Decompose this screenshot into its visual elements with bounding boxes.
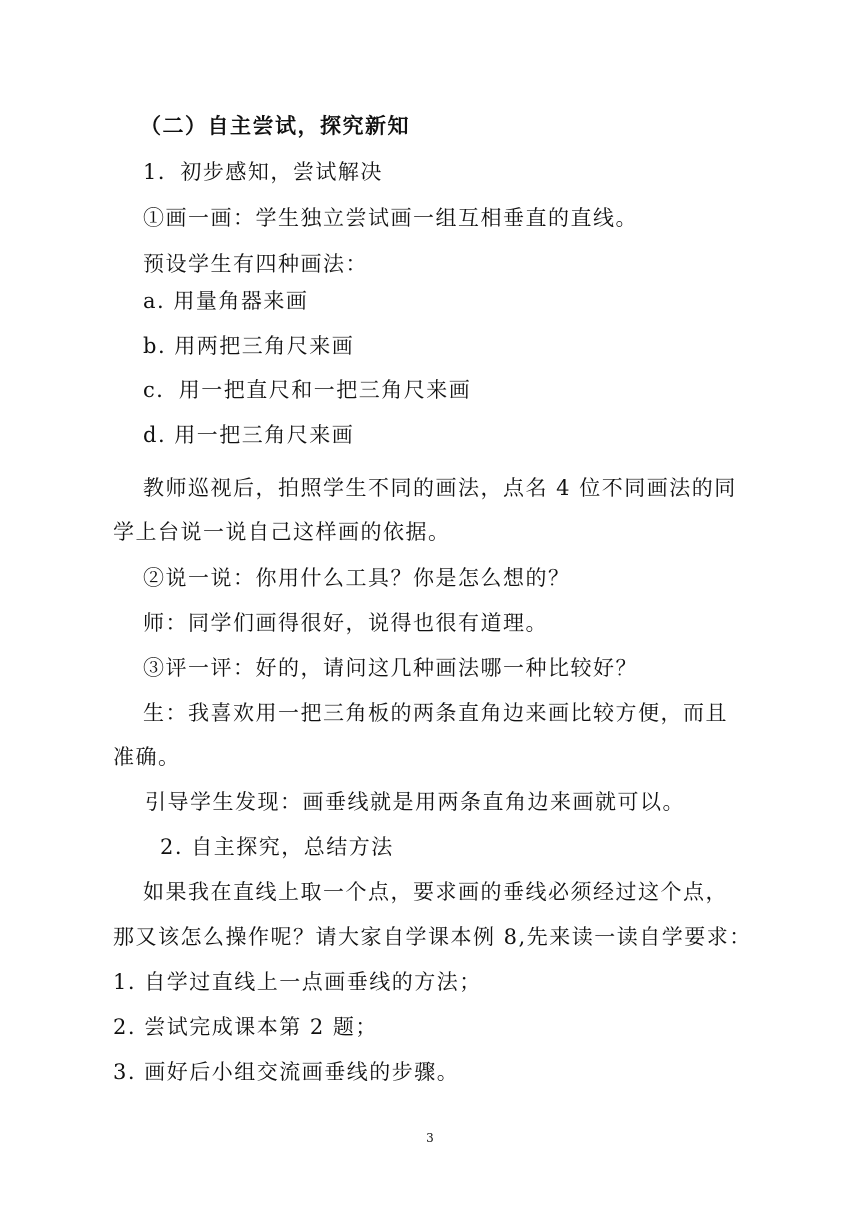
methods-intro: 预设学生有四种画法：: [143, 252, 368, 276]
method-item-a: a. 用量角器来画: [143, 289, 309, 313]
step-evaluate: ③评一评：好的，请问这几种画法哪一种比较好？: [143, 656, 638, 680]
student-reply-line-2: 准确。: [113, 745, 181, 769]
subheading-initial-perception: 1．初步感知，尝试解决: [143, 160, 383, 184]
step-draw: ①画一画：学生独立尝试画一组互相垂直的直线。: [143, 206, 638, 230]
method-item-c: c．用一把直尺和一把三角尺来画: [143, 378, 472, 402]
method-item-d: d. 用一把三角尺来画: [143, 423, 355, 447]
method-item-b: b. 用两把三角尺来画: [143, 334, 355, 358]
requirement-item-1: 1. 自学过直线上一点画垂线的方法；: [113, 970, 482, 994]
requirement-item-3: 3. 画好后小组交流画垂线的步骤。: [113, 1060, 460, 1084]
paragraph-teacher-line-1: 教师巡视后，拍照学生不同的画法，点名 4 位不同画法的同: [143, 476, 737, 500]
question-line-1: 如果我在直线上取一个点，要求画的垂线必须经过这个点，: [143, 880, 728, 904]
requirement-item-2: 2. 尝试完成课本第 2 题；: [113, 1015, 378, 1039]
question-line-2: 那又该怎么操作呢？请大家自学课本例 8,先来读一读自学要求：: [113, 925, 752, 949]
student-reply-line-1: 生：我喜欢用一把三角板的两条直角边来画比较方便，而且: [143, 701, 728, 725]
section-heading: （二）自主尝试，探究新知: [140, 113, 410, 138]
guide-sentence: 引导学生发现：画垂线就是用两条直角边来画就可以。: [145, 790, 685, 814]
subheading-self-exploration: 2. 自主探究，总结方法: [160, 835, 394, 859]
page-number: 3: [426, 1131, 434, 1145]
step-say: ②说一说：你用什么工具？你是怎么想的？: [143, 566, 571, 590]
teacher-reply: 师：同学们画得很好，说得也很有道理。: [143, 611, 548, 635]
paragraph-teacher-line-2: 学上台说一说自己这样画的依据。: [113, 520, 451, 544]
